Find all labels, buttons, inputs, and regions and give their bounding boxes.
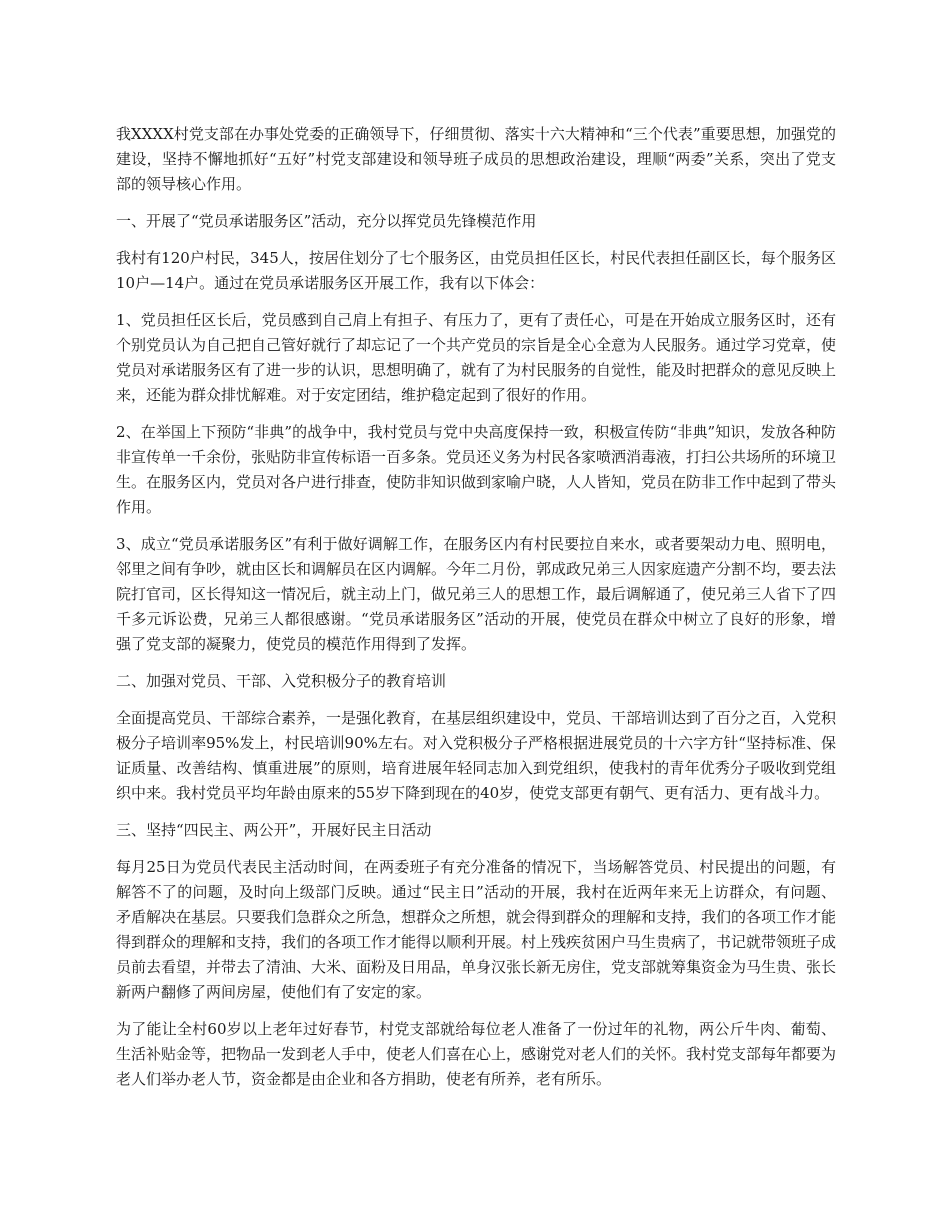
paragraph-point-3: 3、成立“党员承诺服务区”有利于做好调解工作，在服务区内有村民要拉自来水，或者要架动力电、照明电，邻里之间有争吵，就由区长和调解员在区内调解。今年二月份，郭成政兄弟三人因家庭遗产分割不均，要去法院打官司，区长得知这一情况后，就主动上门，做兄弟三人的思想工作，最后调解通了，使兄弟三人省下了四千多元诉讼费，兄弟三人都很感谢。“党员承诺服务区”活动的开展，使党员在群众中树立了良好的形象，增强了党支部的凝聚力，使党员的模范作用得到了发挥。 — [116, 535, 837, 653]
paragraph-elderly: 为了能让全村60岁以上老年过好春节，村党支部就给每位老人准备了一份过年的礼物，两公斤牛肉、葡萄、生活补贴金等，把物品一发到老人手中，使老人们喜在心上，感谢党对老人们的关怀。我村党支部每年都要为老人们举办老人节，资金都是由企业和各方捐助，使老有所养，老有所乐。 — [116, 1020, 837, 1088]
intro-paragraph: 我XXXX村党支部在办事处党委的正确领导下，仔细贯彻、落实十六大精神和“三个代表”重要思想，加强党的建设，坚持不懈地抓好“五好”村党支部建设和领导班子成员的思想政治建设，理顺“两委”关系，突出了党支部的领导核心作用。 — [116, 125, 836, 193]
paragraph-democracy-day: 每月25日为党员代表民主活动时间，在两委班子有充分准备的情况下，当场解答党员、村民提出的问题，有解答不了的问题，及时向上级部门反映。通过“民主日”活动的开展，我村在近两年来无上访群众，有问题、矛盾解决在基层。只要我们急群众之所急，想群众之所想，就会得到群众的理解和支持，我们的各项工作才能得到群众的理解和支持，我们的各项工作才能得以顺利开展。村上残疾贫困户马生贵病了，书记就带领班子成员前去看望，并带去了清油、大米、面粉及日用品，单身汉张长新无房住，党支部就筹集资金为马生贵、张长新两户翻修了两间房屋，使他们有了安定的家。 — [116, 858, 837, 1001]
paragraph-training: 全面提高党员、干部综合素养，一是强化教育，在基层组织建设中，党员、干部培训达到了百分之百，入党积极分子培训率95%发上，村民培训90%左右。对入党积极分子严格根据进展党员的十六字方针“坚持标准、保证质量、改善结构、慎重进展”的原则，培育进展年轻同志加入到党组织，使我村的青年优秀分子吸收到党组织中来。我村党员平均年龄由原来的55岁下降到现在的40岁，使党支部更有朝气、更有活力、更有战斗力。 — [116, 709, 837, 802]
section-heading-2: 二、加强对党员、干部、入党积极分子的教育培训 — [116, 672, 447, 690]
section-heading-3: 三、坚持“四民主、两公开”，开展好民主日活动 — [116, 821, 432, 839]
paragraph-point-2: 2、在举国上下预防“非典”的战争中，我村党员与党中央高度保持一致，积极宣传防“非典”知识，发放各种防非宣传单一千余份，张贴防非宣传标语一百多条。党员还义务为村民各家喷洒消毒液，打扫公共场所的环境卫生。在服务区内，党员对各户进行排查，使防非知识做到家喻户晓，人人皆知，党员在防非工作中起到了带头作用。 — [116, 423, 837, 516]
section-heading-1: 一、开展了“党员承诺服务区”活动，充分以挥党员先锋模范作用 — [116, 212, 537, 230]
document-body — [116, 122, 836, 1104]
paragraph-point-1: 1、党员担任区长后，党员感到自己肩上有担子、有压力了，更有了责任心，可是在开始成立服务区时，还有个别党员认为自己把自己管好就行了却忘记了一个共产党员的宗旨是全心全意为人民服务。通过学习党章，使党员对承诺服务区有了进一步的认识，思想明确了，就有了为村民服务的自觉性，能及时把群众的意见反映上来，还能为群众排忧解难。对于安定团结，维护稳定起到了很好的作用。 — [116, 311, 837, 404]
paragraph-service-area: 我村有120户村民，345人，按居住划分了七个服务区，由党员担任区长，村民代表担任副区长，每个服务区10户—14户。通过在党员承诺服务区开展工作，我有以下体会： — [116, 249, 836, 292]
